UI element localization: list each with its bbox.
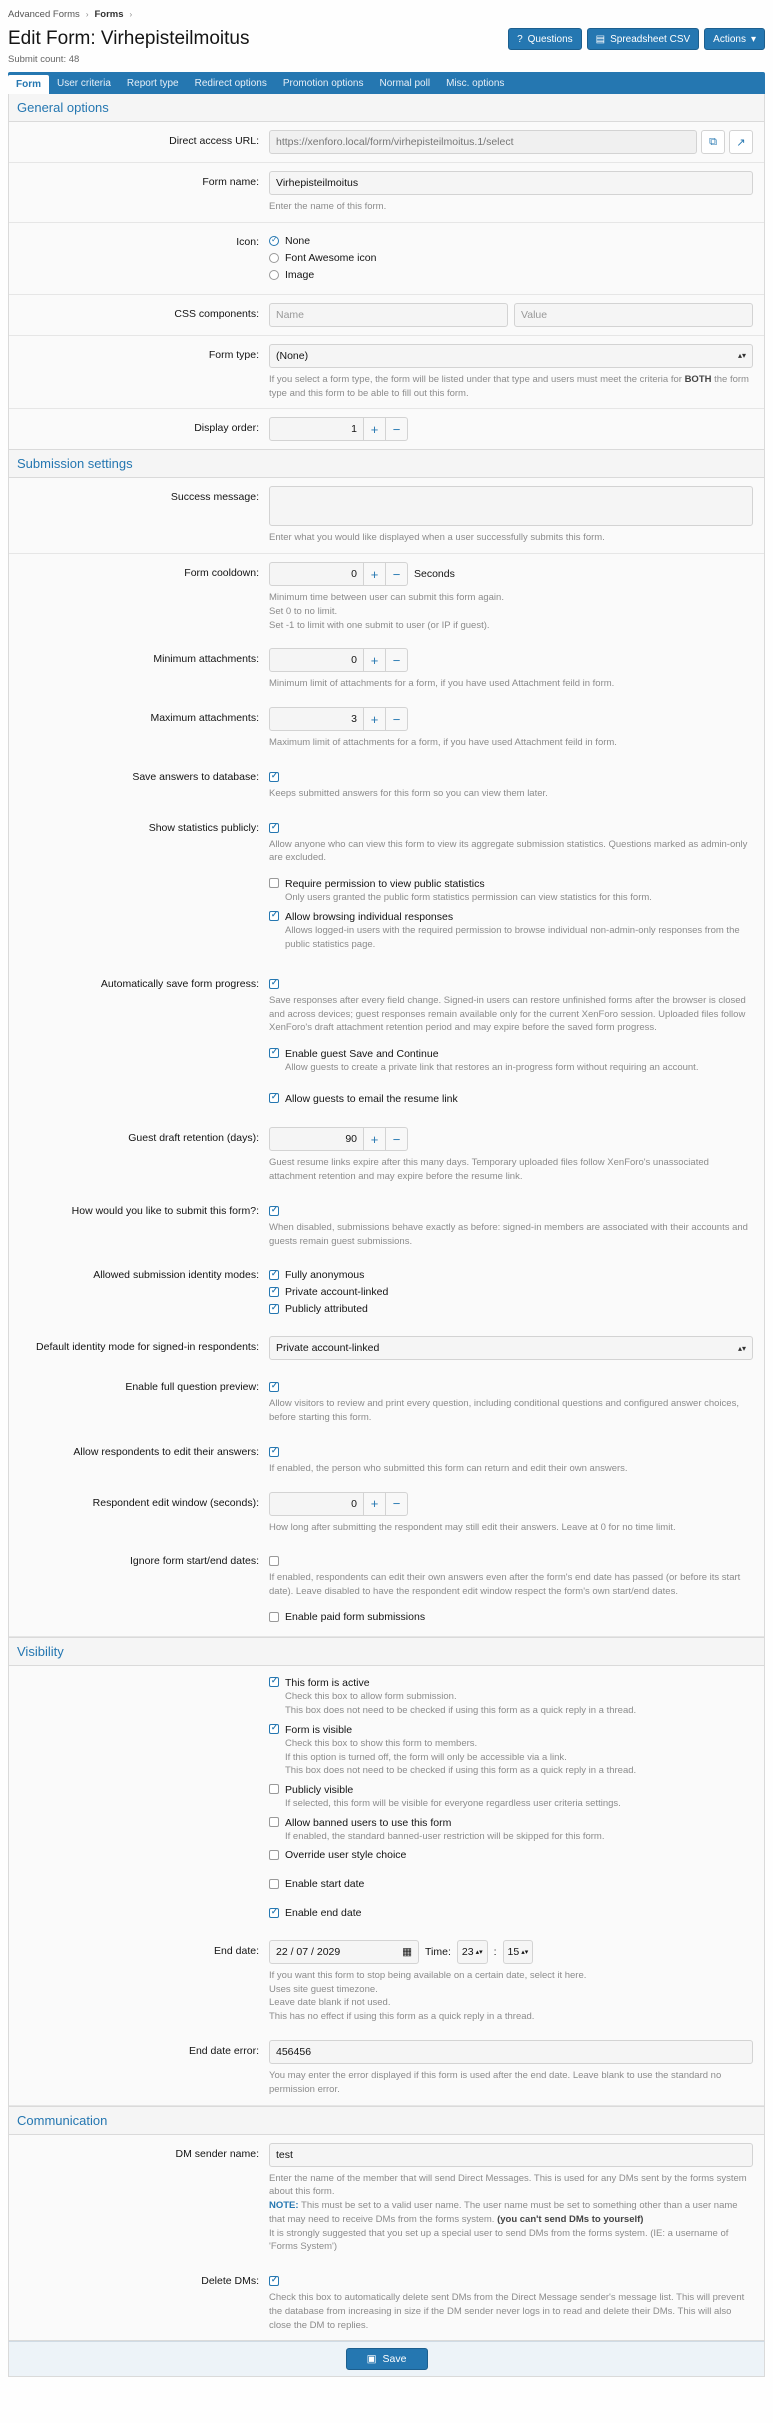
- edit-answers-checkbox[interactable]: [269, 1447, 279, 1457]
- section-visibility: Visibility: [9, 1637, 764, 1666]
- select-arrows-icon: ▴▾: [737, 351, 746, 361]
- end-date-value: 22 / 07 / 2029: [276, 1945, 341, 1958]
- hint-text: the form type and this form to be able to fill out this form.: [269, 373, 749, 399]
- end-error-input[interactable]: 456456: [269, 2040, 753, 2064]
- icon-fa-radio[interactable]: [269, 252, 753, 264]
- decrement-button[interactable]: −: [386, 1127, 408, 1151]
- css-name-input[interactable]: Name: [269, 303, 508, 327]
- save-db-checkbox[interactable]: [269, 772, 279, 782]
- section-submission: Submission settings: [9, 449, 764, 478]
- increment-button[interactable]: +: [364, 648, 386, 672]
- checkbox-checked-icon: [269, 911, 279, 921]
- icon-label: Icon:: [236, 235, 259, 248]
- success-message-textarea[interactable]: [269, 486, 753, 526]
- start-date-label: Enable start date: [285, 1877, 365, 1890]
- icon-option-label: Font Awesome icon: [285, 251, 377, 264]
- cooldown-input[interactable]: 0: [269, 562, 364, 586]
- mode-anonymous-checkbox[interactable]: [269, 1269, 753, 1281]
- save-icon: ▣: [366, 2353, 377, 2366]
- minute-select[interactable]: [503, 1940, 534, 1964]
- hint-line: Check this box to allow form submission.: [285, 1691, 457, 1703]
- public-visible-checkbox[interactable]: [269, 1783, 753, 1811]
- hint-line: If this option is turned off, the form will only be accessible via a link.: [285, 1751, 567, 1763]
- time-label: Time:: [425, 1945, 451, 1958]
- hint-line: This has no effect if using this form as a quick reply in a thread.: [269, 2011, 535, 2023]
- increment-button[interactable]: +: [364, 417, 386, 441]
- tab-redirect-options[interactable]: Redirect options: [194, 77, 267, 89]
- hint-line: Uses site guest timezone.: [269, 1983, 378, 1995]
- end-date-input[interactable]: [269, 1940, 419, 1964]
- form-active-label: This form is active: [285, 1676, 370, 1689]
- chevron-right-icon: ›: [85, 9, 89, 19]
- mode-label: Publicly attributed: [285, 1303, 368, 1316]
- submit-count: Submit count: 48: [8, 54, 80, 65]
- note-bold: (you can't send DMs to yourself): [497, 2213, 644, 2225]
- guest-save-hint: Allow guests to create a private link that restores an in-progress form without requiring an account.: [285, 1062, 699, 1074]
- dm-sender-label: DM sender name:: [175, 2147, 259, 2160]
- checkbox-icon: [269, 1784, 279, 1794]
- submit-how-hint: When disabled, submissions behave exactly as before: signed-in members are associated with their accounts and guests remain guest submissions.: [269, 1221, 748, 1247]
- cooldown-hint: [269, 591, 753, 632]
- banned-users-hint: If enabled, the standard banned-user restriction will be skipped for this form.: [285, 1831, 605, 1843]
- edit-window-input[interactable]: 0: [269, 1492, 364, 1516]
- paid-submissions-label: Enable paid form submissions: [285, 1610, 426, 1623]
- guest-save-label: Enable guest Save and Continue: [285, 1048, 439, 1061]
- hint-line: This box does not need to be checked if using this form as a quick reply in a thread.: [285, 1765, 637, 1777]
- success-message-hint: Enter what you would like displayed when a user successfully submits this form.: [269, 532, 605, 544]
- guest-email-checkbox[interactable]: [269, 1092, 753, 1106]
- save-button[interactable]: [346, 2348, 428, 2370]
- tab-promotion-options[interactable]: Promotion options: [282, 77, 364, 89]
- checkbox-checked-icon: [269, 1908, 279, 1918]
- retention-hint: Guest resume links expire after this many days. Temporary uploaded files follow XenForo's unassociated attachment retention and may expire before the resume link.: [269, 1157, 709, 1182]
- icon-image-radio[interactable]: [269, 269, 753, 281]
- decrement-button[interactable]: −: [386, 562, 408, 586]
- minute-value: 15: [507, 1945, 520, 1958]
- mode-public-checkbox[interactable]: [269, 1303, 753, 1315]
- decrement-button[interactable]: −: [386, 648, 408, 672]
- section-communication: Communication: [9, 2106, 764, 2135]
- actions-label: Actions: [713, 33, 746, 45]
- cooldown-unit: Seconds: [414, 568, 455, 581]
- autosave-checkbox[interactable]: [269, 979, 279, 989]
- checkbox-icon: [269, 1817, 279, 1827]
- retention-input[interactable]: 90: [269, 1127, 364, 1151]
- tab-user-criteria[interactable]: User criteria: [57, 77, 111, 89]
- autosave-label: Automatically save form progress:: [100, 977, 259, 990]
- public-visible-hint: If selected, this form will be visible for everyone regardless user criteria settings.: [285, 1798, 621, 1810]
- file-icon: ▤: [595, 33, 606, 45]
- display-order-label: Display order:: [194, 422, 259, 435]
- allow-browse-checkbox[interactable]: [269, 910, 753, 952]
- end-error-label: End date error:: [188, 2045, 259, 2057]
- banned-users-label: Allow banned users to use this form: [285, 1817, 452, 1829]
- questions-label: Questions: [527, 33, 573, 45]
- form-active-hint: [285, 1690, 636, 1718]
- form-body: [8, 94, 765, 2341]
- form-name-label: Form name:: [202, 176, 259, 188]
- checkbox-icon: [269, 1612, 279, 1622]
- external-link-icon[interactable]: ↗: [729, 130, 753, 154]
- allow-browse-hint: Allows logged-in users with the required permission to browse individual non-admin-only responses from the public statistics page.: [285, 925, 740, 951]
- stats-hint: Allow anyone who can view this form to view its aggregate submission statistics. Questions marked as admin-only are excluded.: [269, 838, 748, 864]
- end-date-label: End date:: [214, 1944, 259, 1957]
- hint-line: [269, 2199, 753, 2227]
- identity-modes-label: Allowed submission identity modes:: [93, 1269, 259, 1282]
- delete-dms-label: Delete DMs:: [201, 2275, 259, 2288]
- mode-label: Fully anonymous: [285, 1269, 365, 1282]
- edit-window-hint: How long after submitting the respondent may still edit their answers. Leave at 0 for no time limit.: [269, 1521, 676, 1533]
- hint-line: Enter the name of the member that will send Direct Messages. This is used for any DMs sent by the forms system about this form.: [269, 2172, 747, 2198]
- icon-none-radio[interactable]: [269, 235, 753, 247]
- edit-answers-hint: If enabled, the person who submitted this form can return and edit their own answers.: [269, 1462, 628, 1474]
- default-mode-select[interactable]: [269, 1336, 753, 1360]
- copy-icon[interactable]: ⧉: [701, 130, 725, 154]
- direct-url-label: Direct access URL:: [169, 135, 259, 147]
- select-arrows-icon: ▴▾: [521, 1948, 529, 1956]
- note-label: NOTE:: [269, 2200, 299, 2212]
- form-active-checkbox[interactable]: [269, 1676, 753, 1718]
- select-arrows-icon: ▴▾: [475, 1948, 483, 1956]
- success-message-label: Success message:: [170, 491, 259, 504]
- spreadsheet-csv-button[interactable]: [587, 28, 700, 50]
- checkbox-checked-icon: [269, 1724, 279, 1734]
- tab-report-type[interactable]: Report type: [126, 77, 179, 89]
- public-visible-label: Publicly visible: [285, 1784, 354, 1797]
- require-permission-hint: Only users granted the public form statistics permission can view statistics for this form.: [285, 892, 652, 904]
- time-separator: :: [493, 1945, 497, 1958]
- form-visible-checkbox[interactable]: [269, 1723, 753, 1778]
- icon-option-label: Image: [285, 268, 315, 281]
- decrement-button[interactable]: −: [386, 417, 408, 441]
- default-mode-value: Private account-linked: [276, 1342, 380, 1355]
- decrement-button[interactable]: −: [386, 1492, 408, 1516]
- decrement-button[interactable]: −: [386, 707, 408, 731]
- increment-button[interactable]: +: [364, 562, 386, 586]
- icon-option-label: None: [285, 234, 311, 247]
- dm-sender-hint: [269, 2172, 753, 2255]
- form-type-select[interactable]: [269, 344, 753, 368]
- submit-bar: [8, 2341, 765, 2377]
- tab-bar: [8, 72, 765, 94]
- hint-line: Minimum time between user can submit this form again.: [269, 592, 504, 604]
- hour-value: 23: [461, 1945, 474, 1958]
- page-title: Edit Form: Virhepisteilmoitus: [8, 28, 250, 49]
- checkbox-checked-icon: [269, 1270, 279, 1280]
- questions-button[interactable]: [508, 28, 582, 50]
- start-date-checkbox[interactable]: [269, 1878, 753, 1890]
- mode-label: Private account-linked: [285, 1286, 389, 1299]
- allow-browse-label: Allow browsing individual responses: [285, 911, 454, 924]
- hint-line: Check this box to show this form to members.: [285, 1737, 478, 1749]
- end-date-enable-label: Enable end date: [285, 1906, 362, 1919]
- checkbox-checked-icon: [269, 1287, 279, 1297]
- end-error-hint: You may enter the error displayed if this form is used after the end date. Leave blank to use the standard no permission error.: [269, 2070, 722, 2095]
- form-type-label: Form type:: [208, 348, 259, 361]
- delete-dms-checkbox[interactable]: [269, 2276, 279, 2286]
- chevron-right-icon: ›: [129, 9, 133, 19]
- max-attachments-input[interactable]: 3: [269, 707, 364, 731]
- override-style-checkbox[interactable]: [269, 1849, 753, 1861]
- ignore-dates-checkbox[interactable]: [269, 1556, 279, 1566]
- checkbox-checked-icon: [269, 1677, 279, 1687]
- section-general: General options: [9, 94, 764, 122]
- end-date-checkbox[interactable]: [269, 1907, 753, 1919]
- form-name-input[interactable]: Virhepisteilmoitus: [269, 171, 753, 195]
- css-label: CSS components:: [174, 307, 259, 320]
- save-db-hint: Keeps submitted answers for this form so you can view them later.: [269, 787, 548, 799]
- question-icon: ?: [517, 33, 523, 45]
- retention-label: Guest draft retention (days):: [128, 1132, 259, 1145]
- save-db-label: Save answers to database:: [132, 770, 259, 783]
- hint-line: This box does not need to be checked if using this form as a quick reply in a thread.: [285, 1704, 637, 1716]
- override-style-label: Override user style choice: [285, 1848, 407, 1861]
- submit-how-checkbox[interactable]: [269, 1206, 279, 1216]
- form-type-value: (None): [276, 349, 309, 362]
- save-label: Save: [382, 2353, 407, 2366]
- increment-button[interactable]: +: [364, 707, 386, 731]
- form-name-hint: Enter the name of this form.: [269, 201, 387, 212]
- preview-hint: Allow visitors to review and print every question, including conditional questions and configured answer choices, before starting this form.: [269, 1398, 739, 1424]
- checkbox-icon: [269, 1879, 279, 1889]
- actions-button[interactable]: [704, 28, 765, 50]
- delete-dms-hint: Check this box to automatically delete sent DMs from the Direct Message sender's message list. This will prevent the database from increasing in size if the DM sender never logs in to read and delete their DMs. This will also close the DM to replies.: [269, 2292, 745, 2331]
- direct-url-field[interactable]: https://xenforo.local/form/virhepisteilmoitus.1/select: [269, 130, 697, 154]
- form-type-hint: [269, 373, 753, 401]
- min-attachments-input[interactable]: 0: [269, 648, 364, 672]
- hint-line: Set -1 to limit with one submit to user (or IP if guest).: [269, 619, 490, 631]
- autosave-hint: Save responses after every field change. Signed-in users can restore unfinished forms after the browser is closed and across devices; guest responses remain available only for the current XenForo session. Uploaded files follow XenForo's draft attachment retention period and may expire before the saved form progress.: [269, 994, 746, 1034]
- css-value-input[interactable]: Value: [514, 303, 753, 327]
- increment-button[interactable]: +: [364, 1492, 386, 1516]
- form-visible-label: Form is visible: [285, 1723, 353, 1736]
- max-attachments-label: Maximum attachments:: [150, 712, 259, 725]
- tab-misc-options[interactable]: Misc. options: [446, 77, 505, 89]
- checkbox-checked-icon: [269, 1304, 279, 1314]
- ignore-dates-hint: If enabled, respondents can edit their own answers even after the form's end date has passed (or before its start date). Leave disabled to have the respondent edit window respect the form's own start/end dates.: [269, 1572, 741, 1598]
- checkbox-checked-icon: [269, 1048, 279, 1058]
- checkbox-checked-icon: [269, 1093, 279, 1103]
- hint-line: It is strongly suggested that you set up a special user to send DMs from the forms system. (IE: a username of 'Forms System'): [269, 2227, 729, 2253]
- breadcrumb-forms[interactable]: Forms: [94, 8, 124, 20]
- checkbox-icon: [269, 878, 279, 888]
- radio-icon: [269, 253, 279, 263]
- increment-button[interactable]: +: [364, 1127, 386, 1151]
- banned-users-checkbox[interactable]: [269, 1816, 753, 1844]
- radio-selected-icon: [269, 236, 279, 246]
- preview-checkbox[interactable]: [269, 1382, 279, 1392]
- select-arrows-icon: ▴▾: [737, 1343, 746, 1353]
- cooldown-label: Form cooldown:: [184, 567, 259, 580]
- require-permission-label: Require permission to view public statistics: [285, 878, 485, 891]
- hint-line: Set 0 to no limit.: [269, 605, 338, 617]
- max-attachments-hint: Maximum limit of attachments for a form, if you have used Attachment feild in form.: [269, 737, 617, 749]
- hint-text: If you select a form type, the form will be listed under that type and users must meet the criteria for: [269, 373, 682, 385]
- guest-email-label: Allow guests to email the resume link: [285, 1093, 458, 1106]
- paid-submissions-checkbox[interactable]: [269, 1611, 753, 1623]
- dm-sender-input[interactable]: test: [269, 2143, 753, 2167]
- stats-checkbox[interactable]: [269, 823, 279, 833]
- guest-save-checkbox[interactable]: [269, 1047, 753, 1075]
- require-permission-checkbox[interactable]: [269, 877, 753, 905]
- tab-normal-poll[interactable]: Normal poll: [379, 77, 431, 89]
- calendar-icon: ▦: [402, 1945, 412, 1958]
- chevron-down-icon: ▾: [750, 33, 756, 45]
- radio-icon: [269, 270, 279, 280]
- mode-private-checkbox[interactable]: [269, 1286, 753, 1298]
- stats-label: Show statistics publicly:: [148, 821, 259, 834]
- checkbox-icon: [269, 1850, 279, 1860]
- hour-select[interactable]: [457, 1940, 488, 1964]
- min-attachments-label: Minimum attachments:: [153, 653, 259, 666]
- hint-bold: BOTH: [684, 373, 712, 385]
- breadcrumb: [8, 0, 765, 24]
- spreadsheet-label: Spreadsheet CSV: [610, 33, 691, 45]
- ignore-dates-label: Ignore form start/end dates:: [130, 1555, 259, 1568]
- hint-line: If you want this form to stop being available on a certain date, select it here.: [269, 1969, 587, 1981]
- min-attachments-hint: Minimum limit of attachments for a form, if you have used Attachment feild in form.: [269, 678, 615, 690]
- display-order-input[interactable]: 1: [269, 417, 364, 441]
- form-visible-hint: [285, 1737, 636, 1778]
- preview-label: Enable full question preview:: [125, 1381, 259, 1394]
- tab-form[interactable]: Form: [8, 75, 49, 94]
- breadcrumb-advanced-forms[interactable]: Advanced Forms: [8, 8, 80, 20]
- end-date-hint: [269, 1969, 753, 2024]
- note-text: This must be set to a valid user name. The user name must be set to something other than a user name that may need to receive DMs from the forms system.: [269, 2200, 738, 2225]
- edit-window-label: Respondent edit window (seconds):: [92, 1496, 259, 1509]
- submit-how-label: How would you like to submit this form?:: [71, 1204, 259, 1217]
- default-mode-label: Default identity mode for signed-in respondents:: [36, 1341, 259, 1354]
- edit-answers-label: Allow respondents to edit their answers:: [73, 1445, 259, 1458]
- hint-line: Leave date blank if not used.: [269, 1997, 391, 2009]
